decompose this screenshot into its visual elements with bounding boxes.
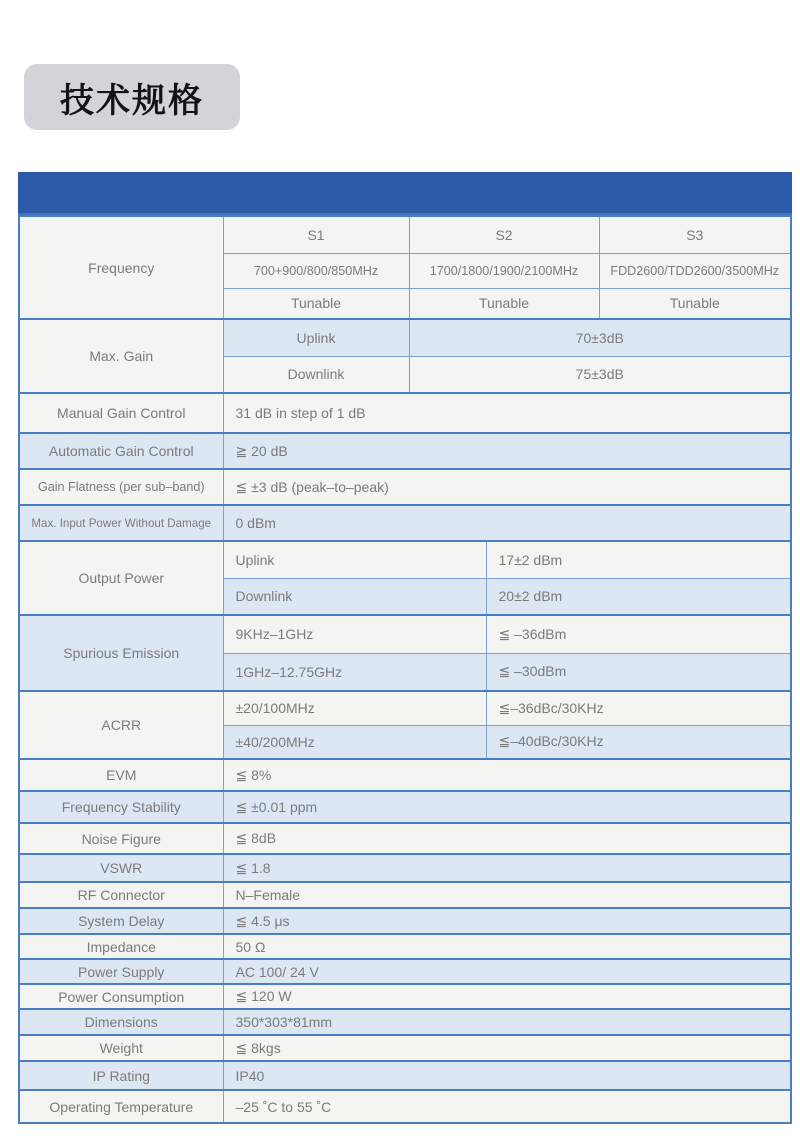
spec-sublabel-output-downlink: Downlink [223,578,486,615]
spec-label-ip-rating: IP Rating [19,1061,223,1090]
spec-sublabel-acrr-1: ±20/100MHz [223,691,486,725]
spec-sublabel-max-gain-downlink: Downlink [223,356,409,393]
spec-value-band-s3: FDD2600/TDD2600/3500MHz [599,253,791,288]
section-title: 技术规格 [60,81,204,120]
spec-value-tunable-s1: Tunable [223,288,409,319]
spec-sublabel-spurious-1: 9KHz–1GHz [223,615,486,653]
spec-label-rf-connector: RF Connector [19,882,223,908]
spec-value-power-consumption: ≦ 120 W [223,984,791,1009]
spec-value-gain-flatness: ≦ ±3 dB (peak–to–peak) [223,469,791,505]
spec-label-weight: Weight [19,1035,223,1061]
spec-label-output-power: Output Power [19,541,223,615]
table-header-band [18,172,792,215]
spec-value-system-delay: ≦ 4.5 μs [223,908,791,934]
spec-label-max-input: Max. Input Power Without Damage [19,505,223,541]
spec-label-acrr: ACRR [19,691,223,759]
spec-value-ip-rating: IP40 [223,1061,791,1090]
spec-value-max-gain-uplink: 70±3dB [409,319,791,356]
spec-table [18,215,792,1124]
spec-label-power-supply: Power Supply [19,959,223,984]
spec-label-op-temp: Operating Temperature [19,1090,223,1123]
spec-value-band-s1: 700+900/800/850MHz [223,253,409,288]
spec-value-tunable-s2: Tunable [409,288,599,319]
spec-value-tunable-s3: Tunable [599,288,791,319]
spec-value-auto-gain: ≧ 20 dB [223,433,791,469]
spec-sublabel-max-gain-uplink: Uplink [223,319,409,356]
spec-value-evm: ≦ 8% [223,759,791,791]
section-title-badge [24,64,240,130]
spec-value-freq-stability: ≦ ±0.01 ppm [223,791,791,823]
spec-label-evm: EVM [19,759,223,791]
spec-sublabel-output-uplink: Uplink [223,541,486,578]
spec-value-acrr-1: ≦–36dBc/30KHz [486,691,791,725]
spec-value-power-supply: AC 100/ 24 V [223,959,791,984]
spec-label-vswr: VSWR [19,854,223,882]
spec-value-acrr-2: ≦–40dBc/30KHz [486,725,791,759]
spec-value-band-s2: 1700/1800/1900/2100MHz [409,253,599,288]
spec-label-gain-flatness: Gain Flatness (per sub–band) [19,469,223,505]
spec-value-max-gain-downlink: 75±3dB [409,356,791,393]
spec-value-dimensions: 350*303*81mm [223,1009,791,1035]
spec-label-system-delay: System Delay [19,908,223,934]
spec-value-output-downlink: 20±2 dBm [486,578,791,615]
spec-value-rf-connector: N–Female [223,882,791,908]
col-header-s2: S2 [409,216,599,253]
spec-value-spurious-2: ≦ –30dBm [486,653,791,691]
spec-value-vswr: ≦ 1.8 [223,854,791,882]
spec-value-output-uplink: 17±2 dBm [486,541,791,578]
spec-label-dimensions: Dimensions [19,1009,223,1035]
spec-value-op-temp: –25 ˚C to 55 ˚C [223,1090,791,1123]
spec-value-noise-figure: ≦ 8dB [223,823,791,854]
spec-value-spurious-1: ≦ –36dBm [486,615,791,653]
spec-value-max-input: 0 dBm [223,505,791,541]
spec-value-impedance: 50 Ω [223,934,791,959]
spec-label-manual-gain: Manual Gain Control [19,393,223,433]
spec-label-spurious: Spurious Emission [19,615,223,691]
spec-label-frequency: Frequency [19,216,223,319]
spec-value-weight: ≦ 8kgs [223,1035,791,1061]
spec-table-container [18,172,792,1124]
spec-label-noise-figure: Noise Figure [19,823,223,854]
spec-label-max-gain: Max. Gain [19,319,223,393]
spec-sublabel-spurious-2: 1GHz–12.75GHz [223,653,486,691]
spec-sublabel-acrr-2: ±40/200MHz [223,725,486,759]
spec-label-impedance: Impedance [19,934,223,959]
spec-label-freq-stability: Frequency Stability [19,791,223,823]
col-header-s1: S1 [223,216,409,253]
spec-label-power-consumption: Power Consumption [19,984,223,1009]
spec-label-auto-gain: Automatic Gain Control [19,433,223,469]
col-header-s3: S3 [599,216,791,253]
spec-value-manual-gain: 31 dB in step of 1 dB [223,393,791,433]
